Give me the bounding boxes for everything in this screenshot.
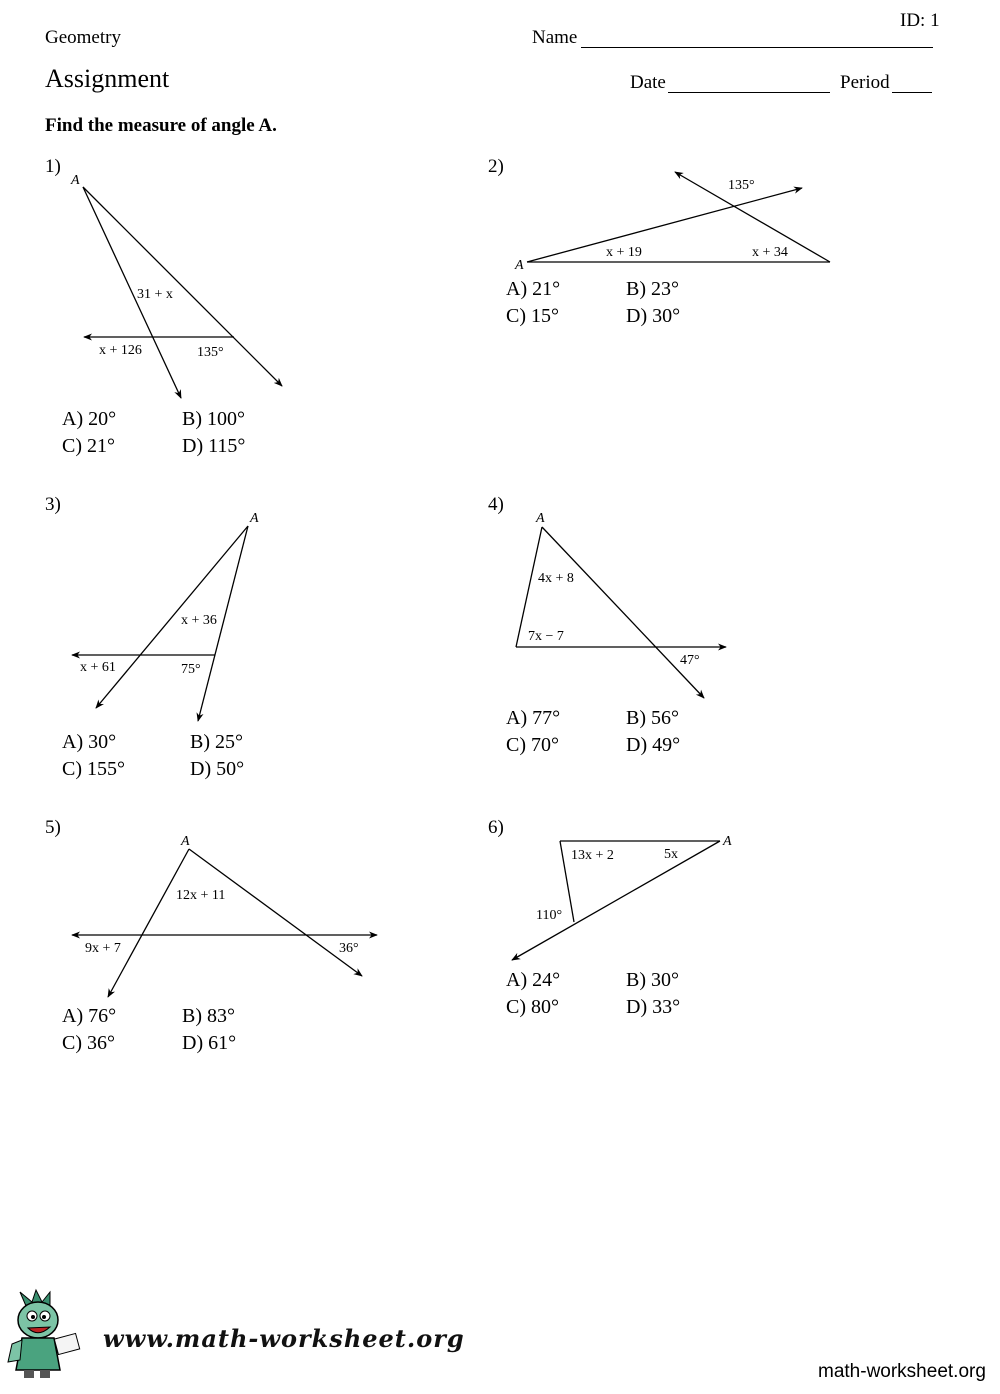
p5-choice-c[interactable]: C) 36° (62, 1032, 115, 1054)
p6-choice-b[interactable]: B) 30° (626, 969, 679, 991)
p2-choice-d[interactable]: D) 30° (626, 305, 681, 327)
p6-label-2: 5x (664, 847, 678, 862)
p4-choice-a[interactable]: A) 77° (506, 707, 561, 729)
p3-label-2: x + 61 (80, 660, 116, 675)
p4-label-3: 47° (680, 653, 700, 668)
p5-choice-d[interactable]: D) 61° (182, 1032, 237, 1054)
p1-label-2: x + 126 (99, 343, 142, 358)
p2-choice-b[interactable]: B) 23° (626, 278, 679, 300)
problem-4-number: 4) (488, 494, 504, 515)
cartoon-mascot-icon (0, 1290, 100, 1380)
p2-label-3: x + 34 (752, 245, 788, 260)
p2-choice-a[interactable]: A) 21° (506, 278, 561, 300)
p3-choice-d[interactable]: D) 50° (190, 758, 245, 780)
p5-choice-a[interactable]: A) 76° (62, 1005, 117, 1027)
problem-1-number: 1) (45, 156, 61, 177)
p3-choice-b[interactable]: B) 25° (190, 731, 243, 753)
p6-ray (512, 841, 720, 960)
p2-label-2: x + 19 (606, 245, 642, 260)
p6-choice-c[interactable]: C) 80° (506, 996, 559, 1018)
instructions: Find the measure of angle A. (45, 115, 277, 136)
period-label: Period (840, 72, 890, 93)
p5-label-1: 12x + 11 (176, 888, 226, 903)
p6-choice-a[interactable]: A) 24° (506, 969, 561, 991)
p6-label-1: 13x + 2 (571, 848, 614, 863)
p6-label-3: 110° (536, 908, 563, 923)
p5-choice-b[interactable]: B) 83° (182, 1005, 235, 1027)
p6-vertex-label: A (723, 834, 732, 849)
p1-choice-d[interactable]: D) 115° (182, 435, 246, 457)
p4-label-1: 4x + 8 (538, 571, 574, 586)
watermark-url: www.math-worksheet.org (103, 1324, 465, 1353)
p1-label-3: 135° (197, 345, 224, 360)
p3-label-1: x + 36 (181, 613, 217, 628)
problem-2-number: 2) (488, 156, 504, 177)
p4-label-2: 7x − 7 (528, 629, 564, 644)
problem-3-number: 3) (45, 494, 61, 515)
p5-label-2: 9x + 7 (85, 941, 121, 956)
p3-label-3: 75° (181, 662, 201, 677)
p3-choice-c[interactable]: C) 155° (62, 758, 125, 780)
p1-choice-b[interactable]: B) 100° (182, 408, 245, 430)
p1-choice-a[interactable]: A) 20° (62, 408, 117, 430)
p5-vertex-label: A (181, 834, 190, 849)
p2-label-1: 135° (728, 178, 755, 193)
worksheet-id: ID: 1 (900, 10, 940, 31)
subject-label: Geometry (45, 27, 121, 48)
p4-choice-b[interactable]: B) 56° (626, 707, 679, 729)
p4-vertex-label: A (536, 511, 545, 526)
footer-site: math-worksheet.org (818, 1361, 986, 1382)
p1-choice-c[interactable]: C) 21° (62, 435, 115, 457)
p2-choice-c[interactable]: C) 15° (506, 305, 559, 327)
date-label: Date (630, 72, 666, 93)
p4-choice-d[interactable]: D) 49° (626, 734, 681, 756)
p4-choice-c[interactable]: C) 70° (506, 734, 559, 756)
problem-6-number: 6) (488, 817, 504, 838)
problem-5-number: 5) (45, 817, 61, 838)
p1-vertex-label: A (71, 173, 80, 188)
p5-label-3: 36° (339, 941, 359, 956)
p2-vertex-label: A (515, 258, 524, 273)
p6-choice-d[interactable]: D) 33° (626, 996, 681, 1018)
p3-choice-a[interactable]: A) 30° (62, 731, 117, 753)
p1-label-1: 31 + x (137, 287, 173, 302)
p3-vertex-label: A (250, 511, 259, 526)
name-label: Name (532, 27, 578, 48)
page-title: Assignment (45, 64, 170, 93)
